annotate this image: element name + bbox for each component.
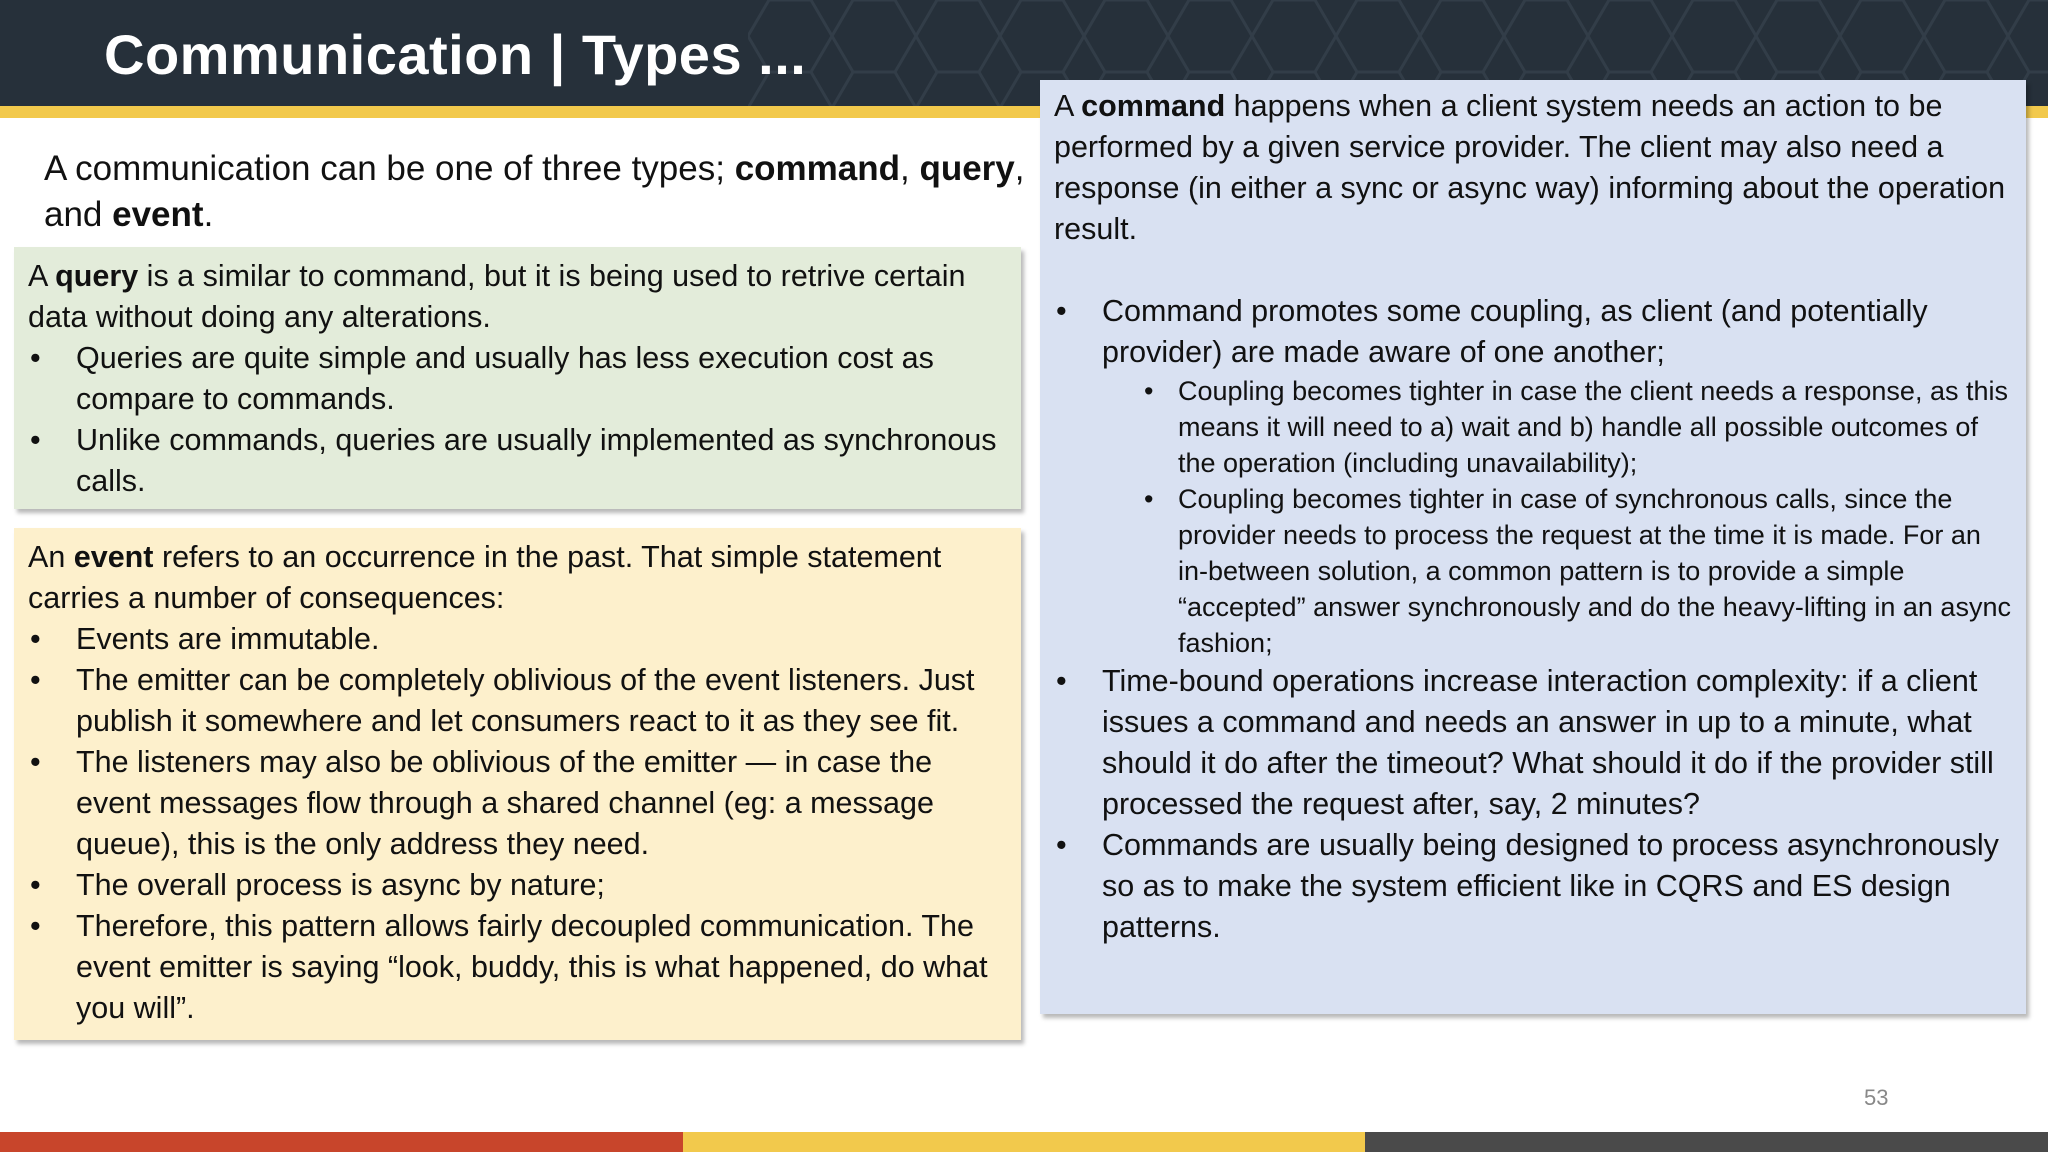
- command-bullet: • Time-bound operations increase interaction complexity: if a client issues a command and needs an answer in up to a minute, what should it do after the timeout? What should it do if the provider still processed the request after, say, 2 minutes?: [1054, 661, 2012, 825]
- query-bullets: [28, 338, 1007, 502]
- term-command: command: [734, 149, 900, 188]
- event-bullet: • The emitter can be completely oblivious of the event listeners. Just publish it somewhere and let consumers react to it as they see fit.: [28, 660, 1007, 742]
- page-number: 53: [1864, 1085, 1889, 1110]
- event-bullets: [28, 619, 1007, 1029]
- footer-segment-gold: [683, 1132, 1366, 1152]
- query-box: [14, 247, 1021, 509]
- intro-text: A communication can be one of three types; command, query, and event.: [44, 149, 1025, 234]
- term-query: query: [919, 149, 1015, 188]
- slide-title: Communication | Types ...: [104, 23, 807, 86]
- query-bullet: • Queries are quite simple and usually has less execution cost as compare to commands.: [28, 338, 1007, 420]
- event-definition: An event refers to an occurrence in the past. That simple statement carries a number of consequences:: [28, 540, 942, 615]
- command-bullet: • Command promotes some coupling, as client (and potentially provider) are made aware of one another;: [1054, 291, 2012, 373]
- event-box: [14, 528, 1021, 1040]
- event-bullet: • Events are immutable.: [28, 619, 1007, 660]
- command-bullet: • Commands are usually being designed to process asynchronously so as to make the system efficient like in CQRS and ES design patterns.: [1054, 825, 2012, 948]
- footer-segment-gray: [1365, 1132, 2048, 1152]
- command-definition: A command happens when a client system needs an action to be performed by a given service provider. The client may also need a response (in either a sync or async way) informing about the operation result.: [1054, 89, 2006, 246]
- term-event: event: [112, 195, 204, 234]
- footer-color-bar: [0, 1132, 2048, 1152]
- event-bullet: • The overall process is async by nature;: [28, 865, 1007, 906]
- query-definition: A query is a similar to command, but it is being used to retrive certain data without doing any alterations.: [28, 259, 966, 334]
- event-bullet: • The listeners may also be oblivious of the emitter — in case the event messages flow through a shared channel (eg: a message queue), this is the only address they need.: [28, 742, 1007, 865]
- query-bullet: • Unlike commands, queries are usually implemented as synchronous calls.: [28, 420, 1007, 502]
- command-sub-bullet: • Coupling becomes tighter in case the client needs a response, as this means it will need to a) wait and b) handle all possible outcomes of the operation (including unavailability);: [1054, 373, 2012, 481]
- footer-segment-red: [0, 1132, 683, 1152]
- command-sub-bullet: • Coupling becomes tighter in case of synchronous calls, since the provider needs to process the request at the time it is made. For an in-between solution, a common pattern is to provide a simple “accepted” answer synchronously and do the heavy-lifting in an async fashion;: [1054, 481, 2012, 661]
- event-bullet: • Therefore, this pattern allows fairly decoupled communication. The event emitter is saying “look, buddy, this is what happened, do what you will”.: [28, 906, 1007, 1029]
- command-bullets: [1054, 291, 2012, 948]
- command-box: [1040, 80, 2026, 1014]
